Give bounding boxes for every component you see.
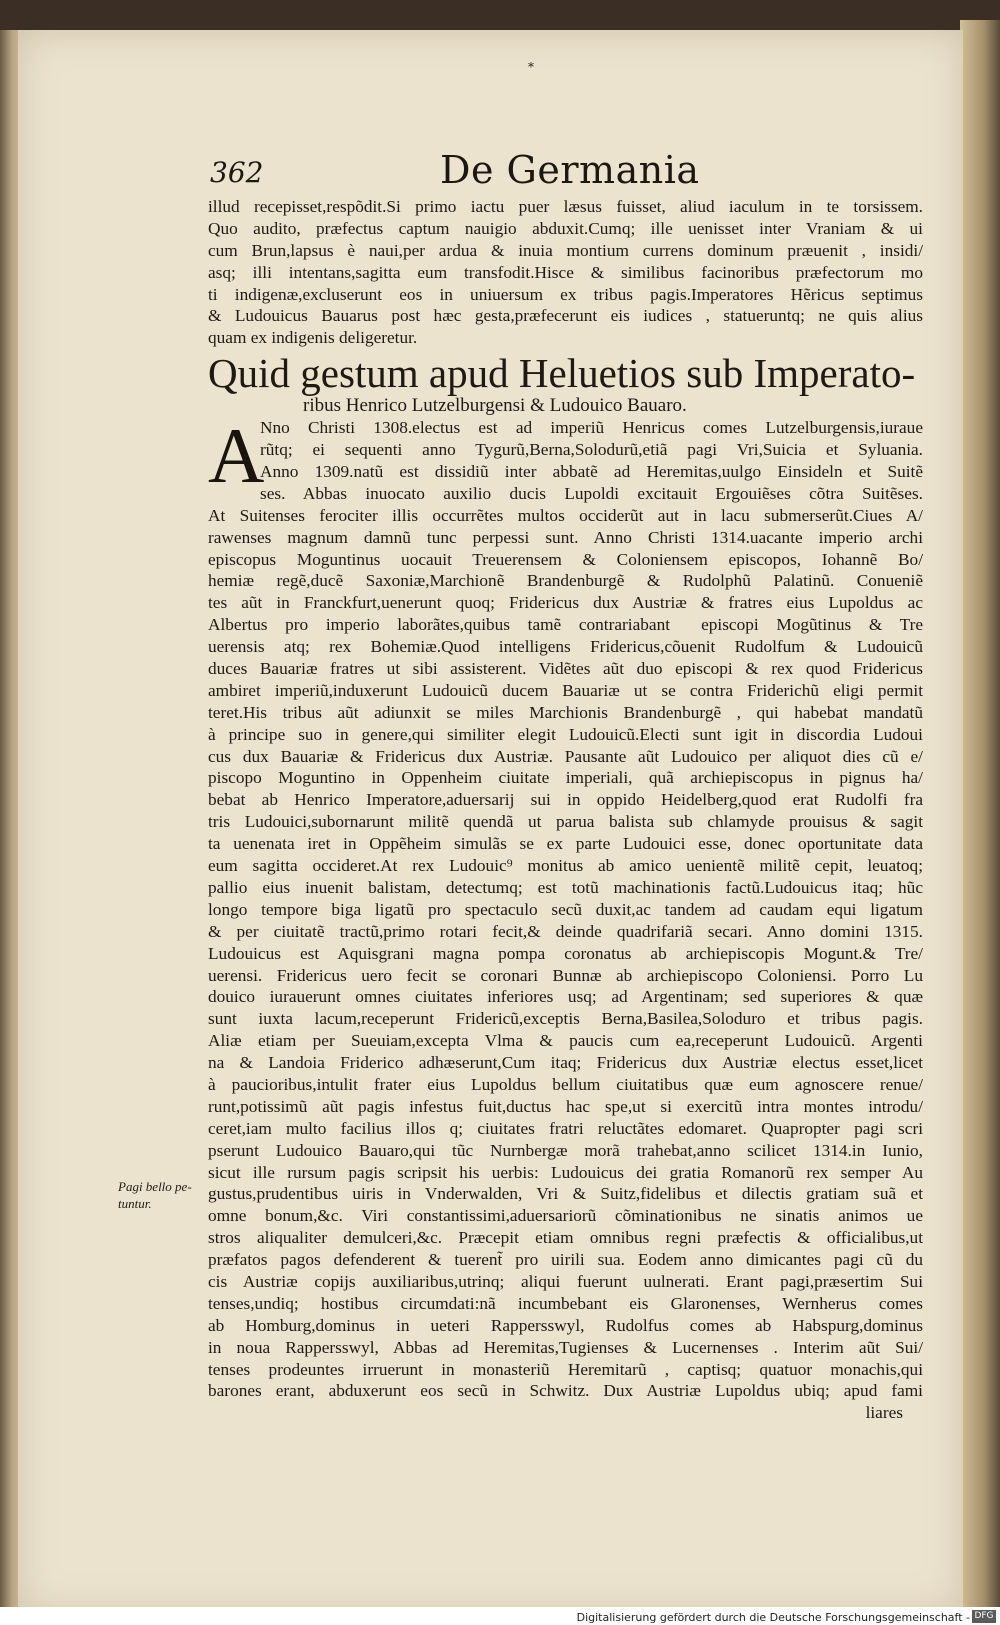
text-line: pallio eius inuenit balistam, detectumq; est totũ machinationis factũ.Ludouicus itaq; hũc: [208, 877, 923, 897]
marginal-note: Pagi bello pe-tuntur.: [118, 1179, 192, 1211]
section-subheading: ribus Henrico Lutzelburgensi & Ludouico Bauaro.: [303, 395, 687, 417]
catchword: liares: [865, 1403, 903, 1423]
text-line: cis Austriæ copijs auxiliaribus,utrinq; aliqui fuerunt uulnerati. Erant pagi,præsertim Sui: [208, 1271, 923, 1291]
text-line: bebat ab Henrico Imperatore,aduersarij sui in oppido Heidelberg,quod erat Rudolfi fra: [208, 790, 923, 810]
text-line: Quo audito, præfectus captum nauigio abduxit.Cumq; ille uenisset inter Vraniam & ui: [208, 218, 923, 238]
footer-bar: [0, 1607, 1000, 1625]
text-line: pserunt Ludouico Bauaro,qui tũc Nurnbergæ morã trahebat,anno scilicet 1314.in Iunio,: [208, 1140, 923, 1160]
drop-cap-paragraph: [208, 412, 923, 505]
text-line: rawenses magnum damnũ tunc perpessi sunt. Anno Christi 1314.uacante imperio archi: [208, 527, 923, 547]
text-line: cus dux Bauariæ & Fridericus dux Austriæ. Pausante aũt Ludouico per aliquot dies cũ e/: [208, 746, 923, 766]
page-stack-right: [960, 20, 1000, 1620]
text-line: tes aũt in Franckfurt,uenerunt quoq; Fridericus dux Austriæ & fratres eius Lupoldus ac: [208, 593, 923, 613]
page-header: [210, 148, 930, 198]
text-line: ceret,iam multo facilius illos q; ciuitates fratri reluctãtes edomaret. Quapropter pagi scri: [208, 1118, 923, 1138]
drop-cap-lines: [208, 412, 923, 505]
text-line: Aliæ etiam per Sueuiam,excepta Vlma & paucis cum ea,receperunt Ludouicũ. Argenti: [208, 1031, 923, 1051]
section-heading: Quid gestum apud Heluetios sub Imperato-: [208, 350, 916, 397]
text-line: in noua Rappersswyl, Abbas ad Heremitas,Tugienses & Lucernenses . Interim aũt Sui/: [208, 1337, 923, 1357]
text-line: teret.His tribus aũt adiunxit se miles Marchionis Brandenburgẽ , qui habebat mandatũ: [208, 702, 923, 722]
text-line: omne bonum,&c. Viri constantissimi,aduersariorũ cõminationibus ne sinatis animos ue: [208, 1206, 923, 1226]
text-line: cum Brun,lapsus è naui,per ardua & inuia montium currens dominum præuenit , insidi/: [208, 240, 923, 260]
text-line: eum sagitta occideret.At rex Ludouic⁹ monitus ab amico uenientẽ militẽ cepit, leuatoq;: [208, 856, 923, 876]
drop-cap: A: [208, 412, 265, 500]
dfg-logo: DFG: [972, 1610, 996, 1623]
footer-text: Digitalisierung gefördert durch die Deutsche Forschungsgemeinschaft -: [576, 1611, 970, 1624]
text-line: barones erant, abduxerunt eos secũ in Schwitz. Dux Austriæ Lupoldus ubiq; apud fami: [208, 1381, 923, 1401]
text-line: Anno 1309.natũ est dissidiũ inter abbatẽ ad Heremitas,uulgo Einsideln et Suitẽ: [260, 462, 923, 482]
text-line: uerensi. Fridericus uero fecit se coronari Bunnæ ab archiepiscopo Coloniensi. Porro Lu: [208, 965, 923, 985]
text-line: quam ex indigenis deligeretur.: [208, 328, 418, 348]
main-paragraph: [208, 505, 923, 1403]
text-line: duces Bauariæ fratres ut sibi assisterent. Vidẽtes aũt duo episcopi & rex quod Fridericus: [208, 659, 923, 679]
text-line: sunt iuxta lacum,receperunt Fridericũ,exceptis Berna,Basilea,Soloduro et tribus pagis.: [208, 1009, 923, 1029]
text-line: tenses,undiq; hostibus circumdati:nã incumbebant eis Glaronenses, Wernherus comes: [208, 1293, 923, 1313]
text-line: uerensis atq; rex Bohemiæ.Quod intelligens Fridericus,cõuenit Rudolfum & Ludouicũ: [208, 637, 923, 657]
text-line: & per ciuitatẽ tractũ,primo rotari fecit,& deinde quadrifariã secari. Anno domini 1315.: [208, 921, 923, 941]
text-line: Ludouicus est Aquisgrani magna pompa coronatus ab archiepiscopis Mogunt.& Tre/: [208, 943, 923, 963]
text-line: ses. Abbas inuocato auxilio ducis Lupoldi excitauit Ergouiẽses cõtra Suitẽses.: [260, 483, 923, 503]
text-line: piscopo Moguntino in Oppenheim ciuitate imperiali, quã archiepiscopus in pignus ha/: [208, 768, 923, 788]
text-line: tris Ludouici,subornarunt militẽ quendã ut parua balista sub chlamyde prouisus & sagit: [208, 812, 923, 832]
text-block: [208, 196, 923, 1424]
ornament-mark: *: [528, 60, 534, 74]
page-number: 362: [210, 156, 264, 189]
intro-paragraph: [208, 196, 923, 349]
text-line: na & Landoia Friderico adhæserunt,Cum itaq; Fridericus dux Austriæ electus esset,licet: [208, 1053, 923, 1073]
text-line: hemiæ regẽ,ducẽ Saxoniæ,Marchionẽ Brandenburgẽ & Rudolphũ Palatinũ. Conueniẽ: [208, 571, 923, 591]
text-line: illud recepisset,respõdit.Si primo iactu puer læsus fuisset, aliud iaculum in te torsissem.: [208, 197, 923, 216]
text-line: ti indigenæ,excluserunt eos in uniuersum ex tribus pagis.Imperatores Hẽricus septimus: [208, 284, 923, 304]
text-line: episcopus Moguntinus uocauit Treuerensem & Coloniensem episcopos, Iohannẽ Bo/: [208, 549, 923, 569]
text-line: longo tempore biga ligatũ pro spectaculo secũ duxit,ac tandem ad caudam equi ligatum: [208, 899, 923, 919]
text-line: At Suitenses ferociter illis occurrẽtes multos occiderũt aut in lacu submerserũt.Ciues A/: [208, 505, 923, 525]
text-line: rũtq; ei sequenti anno Tygurũ,Berna,Solodurũ,etiã pagi Vri,Suicia et Syluania.: [260, 440, 923, 460]
text-line: ta uenenata iret in Oppẽheim simulãs se ex parte Ludouici esse, donec oportunitate data: [208, 834, 923, 854]
text-line: præfatos pagos defenderent & tuerent̃ pro uirili sua. Eodem anno dimicantes pagi cũ du: [208, 1250, 923, 1270]
text-line: Albertus pro imperio laborãtes,quibus tamẽ contrariabantᷓ episcopi Mogũtinus & Tre: [208, 615, 923, 635]
text-line: à principe suo in genere,qui similiter elegit Ludouicũ.Electi sunt igit in discordia Ludoui: [208, 724, 923, 744]
text-line: gustus,prudentibus uiris in Vnderwalden, Vri & Suitz,fidelibus et dilectis gratiam suã et: [208, 1184, 923, 1204]
text-line: ab Homburg,dominus in ueteri Rappersswyl, Rudolfus comes ab Habspurg,dominus: [208, 1315, 923, 1335]
text-line: douico iurauerunt omnes ciuitates inferiores usq; ad Argentinam; sed superiores & quæ: [208, 987, 923, 1007]
text-line: asq; illi intentans,sagitta eum transfodit.Hisce & similibus facinoribus præfectorum mo: [208, 262, 923, 282]
text-line: ambiret imperiũ,induxerunt Ludouicũ ducem Bauariæ ut se contra Friderichũ eligi permit: [208, 680, 923, 700]
running-title: De Germania: [440, 148, 700, 192]
text-line: & Ludouicus Bauarus post hæc gesta,præfecerunt eis iudices , statueruntq; ne quis alius: [208, 306, 923, 326]
text-line: Nno Christi 1308.electus est ad imperiũ Henricus comes Lutzelburgensis,iuraue: [260, 418, 923, 438]
text-line: sicut ille rursum pagis scripsit his uerbis: Ludouicus dei gratia Romanorũ rex semper Au: [208, 1162, 923, 1182]
text-line: à paucioribus,intulit frater eius Lupoldus bellum ciuitatibus quæ eum agnoscere renue/: [208, 1074, 923, 1094]
text-line: stros aliqualiter demulceri,&c. Præcepit etiam omnibus regni præfectis & officialibus,ut: [208, 1228, 923, 1248]
text-line: runt,potissimũ aũt pagis infestus fuit,ductus hac spe,ut si exercitũ intra montes introdu/: [208, 1096, 923, 1116]
text-line: tenses prodeuntes irruerunt in monasteriũ Heremitarũ , captisq; quatuor monachis,qui: [208, 1359, 923, 1379]
